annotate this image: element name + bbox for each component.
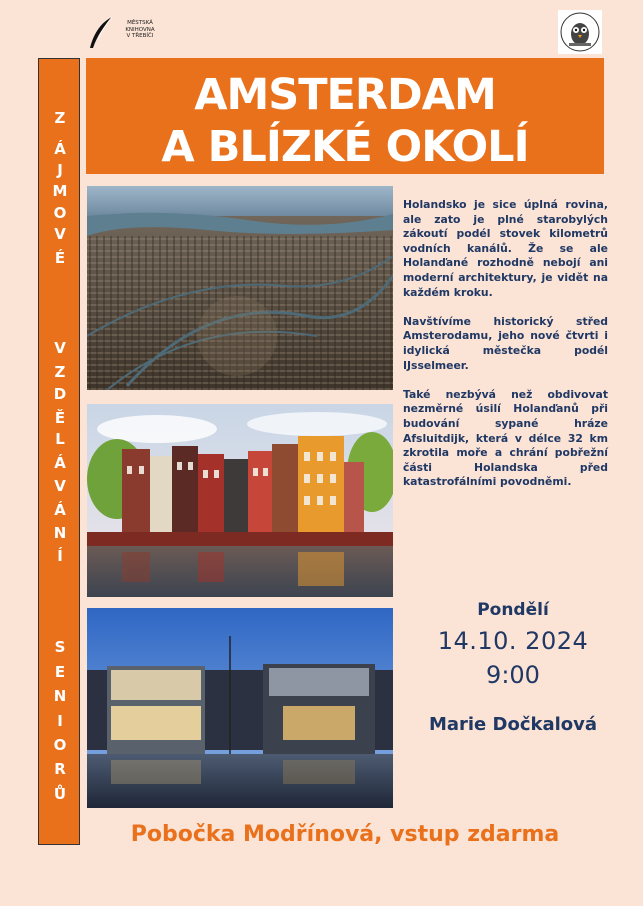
sidebar-letter: Ě [54,409,66,427]
sidebar-letter: L [55,430,65,448]
sidebar-letter: R [54,760,66,778]
sidebar-letter: É [54,249,66,267]
sidebar-letter: Á [54,140,66,158]
sidebar-letter: D [53,385,67,403]
photo-aerial-amsterdam [87,186,393,390]
sidebar-letter: O [53,204,67,222]
description-paragraph-3: Také nezbývá než obdivovat nezměrné úsilí Holanďanů při budování sypané hráze Afsluitdijk, která v délce 32 km zkrotila moře a chrání pobřežní části Holandska před katastrofálními povodněmi. [403,387,608,489]
sidebar-letter: S [54,638,66,656]
sidebar-letter: I [57,712,63,730]
event-date: 14.10. 2024 [437,627,589,655]
sidebar-letter: V [54,339,66,357]
owl-emblem-icon [558,10,602,54]
lecturer-name: Marie Dočkalová [428,714,598,735]
event-day: Pondělí [477,600,549,620]
sidebar-letter: E [54,663,66,681]
sidebar-letter: N [53,687,67,705]
senior-education-logo [558,10,602,54]
sidebar-letter: V [54,225,66,243]
sidebar-letter: J [57,161,63,179]
photo-canal-houses [87,404,393,597]
event-time: 9:00 [486,661,540,689]
library-name: MĚSTSKÁ KNIHOVNA V TŘEBÍČI [125,20,155,39]
description-paragraph-1: Holandsko je sice úplná rovina, ale zato je plné starobylých zákoutí podél stovek kilometrů vodních kanálů. Že se ale Holanďané rozhodně nebojí ani moderní architektury, je vidět na každém kroku. [403,198,608,299]
quill-icon [88,16,114,50]
sidebar-letter: Z [54,109,66,127]
sidebar-letter: Á [54,501,66,519]
sidebar-letter: M [52,182,68,200]
library-logo [88,14,158,54]
title-line-1: AMSTERDAM [194,70,496,120]
description-text [403,198,608,504]
sidebar-letter: Á [54,454,66,472]
sidebar-letter: V [54,477,66,495]
sidebar-letter: Ů [53,785,67,803]
venue-footer: Pobočka Modřínová, vstup zdarma [130,822,560,847]
sidebar-letter: O [53,736,67,754]
title-line-2: A BLÍZKÉ OKOLÍ [161,122,529,172]
sidebar-letter: Z [54,363,66,381]
sidebar-letter: Í [57,547,63,565]
sidebar-vertical-title [38,58,80,845]
sidebar-letter: N [53,524,67,542]
title-banner [86,58,604,174]
photo-floating-houses [87,608,393,808]
description-paragraph-2: Navštívíme historický střed Amsterodamu, jeho nové čtvrti i idylická městečka podél IJsselmeer. [403,314,608,372]
